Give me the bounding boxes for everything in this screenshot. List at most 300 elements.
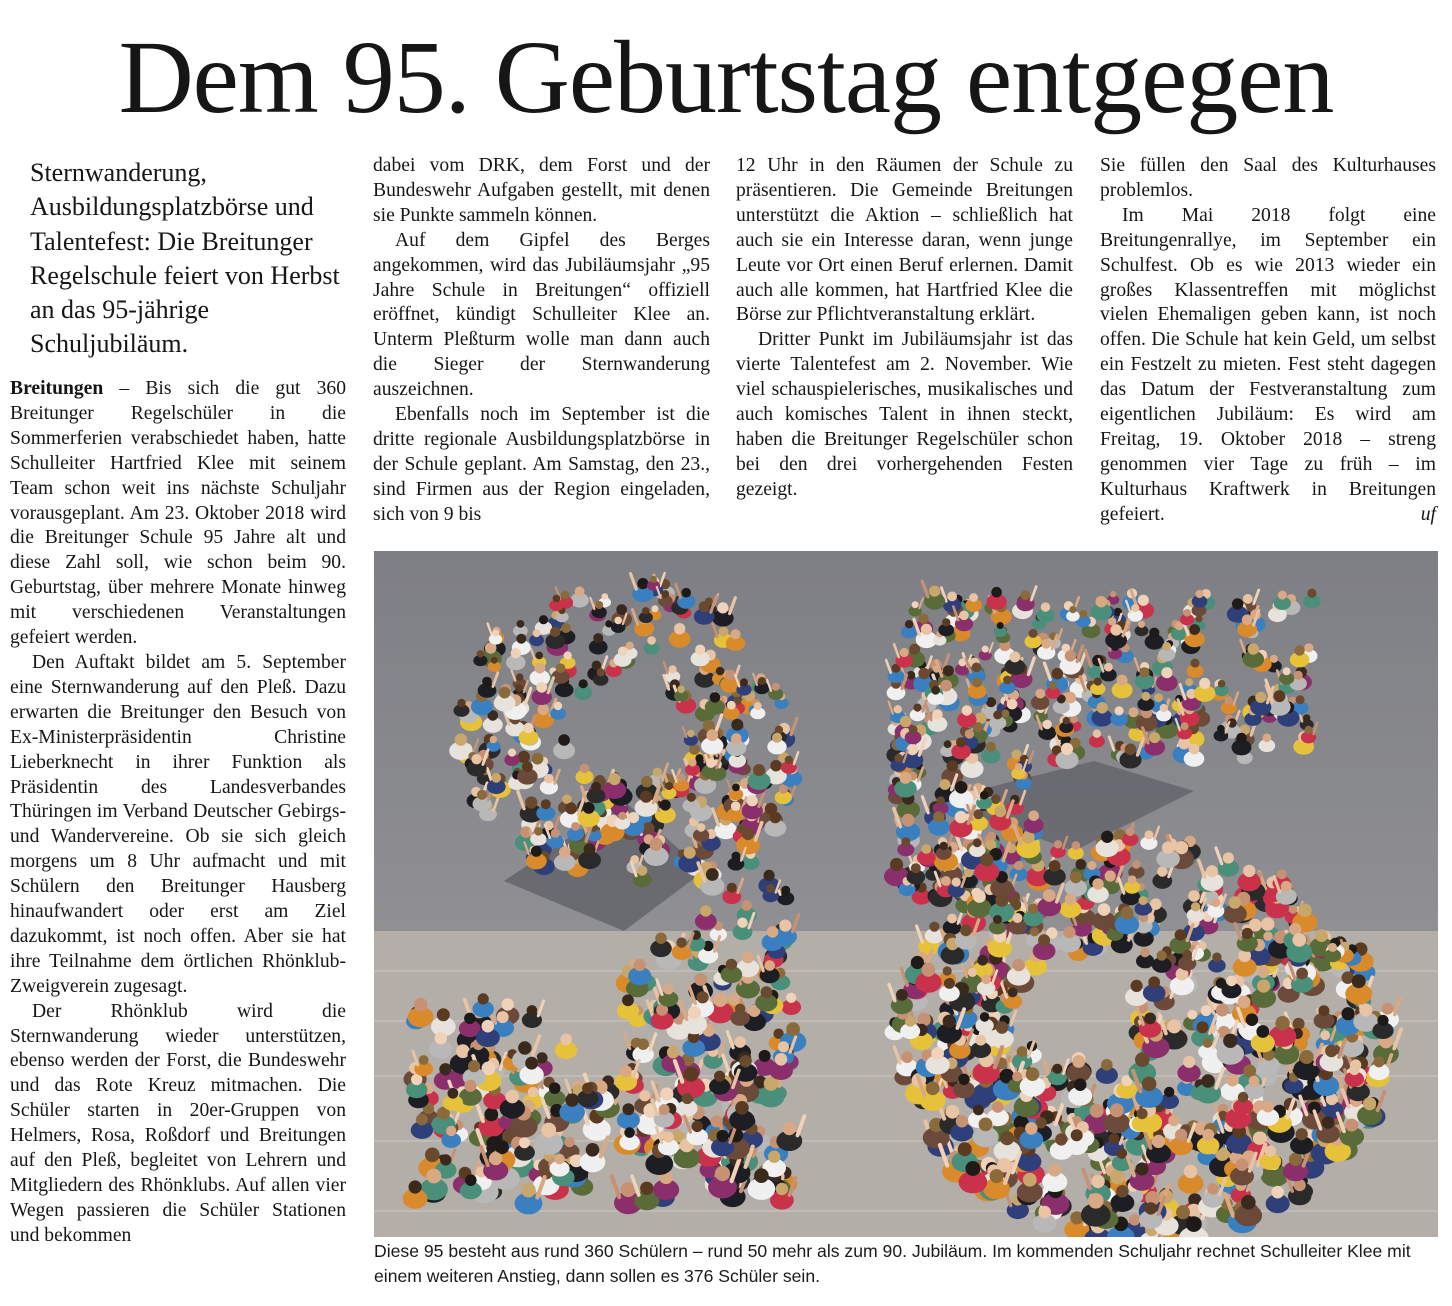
person-head [730, 629, 740, 639]
paragraph-text: – Bis sich die gut 360 Breitunger Regelschüler in die Sommerferien verabschiedet haben, hatte Schulleiter Hartfried Klee mit seinem Team schon weit ins nächste Schuljahr vorausgeplant. Am 23. Oktober 2018 wird die Breitunger Schule 95 Jahre alt und diese Zahl soll, wie schon beim 90. Geburtstag, über mehrere Monate hinweg mit verschiedenen Veranstaltungen gefeiert werden. [10, 378, 347, 649]
article-column-1 [10, 377, 346, 1249]
person-head [549, 1082, 561, 1094]
person-head [1072, 1055, 1085, 1068]
person-head [1223, 852, 1234, 863]
person-head [761, 986, 773, 998]
person-head [541, 799, 551, 809]
person-head [973, 890, 986, 903]
person-head [1183, 609, 1191, 617]
person-head [1246, 1013, 1259, 1026]
person-head [575, 587, 585, 597]
person-head [669, 665, 677, 673]
person-head [1028, 811, 1039, 822]
person-head [715, 1166, 730, 1181]
person-head [650, 576, 657, 583]
person-head [482, 1020, 495, 1033]
person-head [770, 812, 782, 824]
person-head [783, 1122, 797, 1136]
person-head [929, 922, 939, 932]
person-head [1063, 717, 1070, 724]
person-head [502, 998, 514, 1010]
person-head [962, 705, 972, 715]
person-head [655, 933, 666, 944]
person-head [1097, 702, 1108, 713]
person-head [1160, 704, 1168, 712]
person-head [584, 843, 596, 855]
person-head [1275, 1016, 1289, 1030]
person-head [1043, 889, 1056, 902]
person-head [586, 1143, 600, 1157]
person-head [1294, 671, 1303, 680]
person-head [1014, 861, 1023, 870]
person-head [1132, 860, 1141, 869]
person-head [766, 884, 775, 893]
person-head [979, 1118, 993, 1132]
person-head [1186, 1216, 1202, 1232]
person-head [1241, 1195, 1256, 1210]
person-head [409, 1180, 422, 1193]
person-head [741, 900, 752, 911]
person-head [1232, 598, 1243, 609]
person-head [528, 1087, 538, 1097]
person-head [965, 729, 974, 738]
person-head [471, 754, 481, 764]
person-head [739, 1055, 751, 1067]
person-head [1061, 743, 1073, 755]
person-head [758, 677, 766, 685]
person-head [591, 782, 601, 792]
person-head [482, 677, 492, 687]
person-head [492, 630, 499, 637]
person-head [786, 1022, 800, 1036]
person-head [896, 989, 908, 1001]
person-head [554, 1154, 565, 1165]
person-head [1149, 732, 1160, 743]
person-head [901, 837, 910, 846]
person-head [779, 920, 791, 932]
person-head [519, 1137, 530, 1148]
person-head [706, 729, 718, 741]
person-head [661, 590, 669, 598]
person-head [1167, 1019, 1181, 1033]
person-head [778, 1041, 789, 1052]
person-head [414, 998, 428, 1012]
photo-caption: Diese 95 besteht aus rund 360 Schülern – rund 50 mehr als zum 90. Jubiläum. Im kommenden Schuljahr rechnet Schulleiter Klee mit einem weiteren Anstieg, dann sollen es 376 Schüler sein. [374, 1241, 1411, 1286]
person-head [650, 838, 663, 851]
person-head [1135, 1052, 1150, 1067]
person-head [489, 1152, 502, 1165]
person-head [1236, 733, 1247, 744]
person-head [1345, 1119, 1358, 1132]
person-head [726, 959, 737, 970]
person-head [1110, 624, 1121, 635]
person-head [1162, 841, 1174, 853]
person-head [1349, 1065, 1359, 1075]
person-head [943, 966, 952, 975]
person-head [638, 1039, 649, 1050]
person-head [1041, 602, 1050, 611]
person-head [740, 678, 748, 686]
person-head [941, 876, 951, 886]
person-head [602, 593, 609, 600]
person-head [1087, 861, 1096, 870]
person-head [634, 959, 646, 971]
person-head [717, 602, 728, 613]
person-head [1015, 763, 1023, 771]
person-head [1120, 906, 1133, 919]
person-head [1352, 974, 1366, 988]
person-head [1263, 932, 1272, 941]
person-head [894, 754, 902, 762]
person-head [1216, 1004, 1229, 1017]
person-head [918, 613, 928, 623]
body-paragraph: Der Rhönklub wird die Sternwanderung wieder unterstützen, ebenso werden der Forst, die Bundeswehr und das Rote Kreuz mitmachen. Die Schüler starten in 20er-Gruppen von Helmers, Rosa, Roßdorf und Breitungen auf den Pleß, begleitet von Lehrern und Mitgliedern des Rhönklubs. Auf allen vier Wegen passieren die Schüler Stationen und bekommen [10, 1000, 346, 1246]
article-column-3 [736, 154, 1073, 503]
person-head [642, 822, 654, 834]
person-head [965, 1161, 980, 1176]
person-head [1090, 1104, 1104, 1118]
person-head [465, 1174, 477, 1186]
person-head [425, 1148, 440, 1163]
person-head [943, 1015, 956, 1028]
person-head [560, 1034, 572, 1046]
person-head [508, 749, 516, 757]
person-head [995, 894, 1008, 907]
person-head [944, 978, 955, 989]
person-head [1157, 866, 1167, 876]
person-head [660, 800, 671, 811]
person-head [1140, 948, 1150, 958]
person-head [772, 683, 780, 691]
person-head [1137, 1108, 1148, 1119]
person-head [732, 852, 741, 861]
person-head [713, 993, 727, 1007]
person-head [1098, 903, 1111, 916]
person-head [1168, 1115, 1179, 1126]
person-head [972, 663, 982, 673]
person-head [1197, 1021, 1209, 1033]
person-head [1115, 706, 1124, 715]
person-head [521, 1183, 536, 1198]
person-head [1092, 878, 1103, 889]
person-head [665, 782, 673, 790]
person-head [1318, 1005, 1329, 1016]
person-head [905, 620, 913, 628]
person-head [1038, 1206, 1051, 1219]
person-head [1072, 841, 1081, 850]
person-head [457, 699, 465, 707]
person-head [1296, 1128, 1308, 1140]
person-head [714, 1071, 725, 1082]
person-head [527, 1005, 538, 1016]
person-head [608, 773, 620, 785]
person-head [1105, 870, 1116, 881]
person-head [1359, 1003, 1372, 1016]
person-head [562, 794, 572, 804]
person-head [1289, 1153, 1302, 1166]
person-head [448, 1088, 459, 1099]
person-head [1012, 1072, 1022, 1082]
person-head [1043, 720, 1052, 729]
person-head [1243, 594, 1253, 604]
person-head [641, 776, 653, 788]
body-paragraph: Dritter Punkt im Jubiläumsjahr ist das vierte Talentefest am 2. November. Wie viel schauspielerisches, musikalisches und auch komisches Talent in ihnen steckt, haben die Breitunger Regelschüler schon bei den drei vorhergehenden Festen gezeigt. [736, 329, 1073, 500]
person-head [982, 646, 989, 653]
person-head [1117, 675, 1128, 686]
person-head [1148, 976, 1160, 988]
person-head [1125, 744, 1137, 756]
person-head [534, 663, 545, 674]
person-head [538, 704, 549, 715]
person-head [682, 1093, 693, 1104]
person-head [620, 1065, 632, 1077]
person-head [681, 588, 691, 598]
person-head [1001, 709, 1009, 717]
crowd-photo-illustration [374, 551, 1438, 1237]
person-head [918, 668, 929, 679]
person-head [786, 993, 796, 1003]
person-head [972, 678, 982, 688]
person-head [583, 802, 595, 814]
person-head [921, 844, 931, 854]
person-head [1017, 1046, 1028, 1057]
person-head [946, 1105, 960, 1119]
person-head [958, 1074, 969, 1085]
person-head [933, 811, 944, 822]
person-head [468, 1060, 480, 1072]
person-head [1007, 699, 1018, 710]
person-head [996, 1021, 1009, 1034]
person-head [697, 823, 706, 832]
person-head [663, 984, 674, 995]
person-head [565, 803, 577, 815]
author-signature: uf [1420, 503, 1436, 525]
person-head [1212, 953, 1221, 962]
person-head [1175, 929, 1186, 940]
person-head [1030, 927, 1039, 936]
person-head [753, 764, 765, 776]
lead-paragraph: Sternwanderung, Ausbildungsplatzbörse und Talentefest: Die Breitunger Regelschule feiert von Herbst an das 95-jährige Schuljubiläum. [30, 158, 340, 359]
person-head [1101, 831, 1113, 843]
person-head [684, 847, 696, 859]
person-head [490, 736, 497, 743]
person-head [495, 1140, 509, 1154]
person-head [506, 1090, 519, 1103]
person-head [1249, 1076, 1260, 1087]
person-head [1294, 645, 1304, 655]
person-head [541, 1123, 556, 1138]
person-head [695, 754, 703, 762]
person-head [618, 647, 627, 656]
person-head [993, 710, 1002, 719]
person-head [419, 1055, 429, 1065]
person-head [921, 624, 932, 635]
person-head [660, 1087, 673, 1100]
person-head [991, 587, 1002, 598]
person-head [742, 828, 755, 841]
person-head [947, 914, 957, 924]
person-head [1283, 667, 1291, 675]
person-head [561, 591, 569, 599]
person-head [582, 1083, 593, 1094]
person-head [1013, 913, 1023, 923]
person-head [1003, 676, 1012, 685]
person-head [1128, 875, 1137, 884]
person-head [719, 627, 729, 637]
person-head [622, 994, 634, 1006]
person-head [1296, 695, 1305, 704]
person-head [1304, 726, 1312, 734]
person-head [1139, 896, 1148, 905]
person-head [1315, 929, 1328, 942]
person-head [731, 801, 741, 811]
person-head [517, 620, 525, 628]
body-paragraph: Auf dem Gipfel des Berges angekommen, wird das Jubiläumsjahr „95 Jahre Schule in Breitungen“ offiziell eröffnet, kündigt Schulleiter Klee an. Unterm Pleßturm wolle man dann auch die Sieger der Sternwanderung auszeichnen. [373, 229, 710, 401]
person-head [980, 1012, 990, 1022]
person-head [484, 1108, 498, 1122]
person-head [674, 623, 685, 634]
person-head [1175, 841, 1188, 854]
person-head [1271, 1186, 1284, 1199]
person-head [1320, 1030, 1330, 1040]
person-head [525, 796, 537, 808]
person-head [1101, 1059, 1113, 1071]
person-head [1182, 950, 1192, 960]
person-head [1069, 606, 1076, 613]
person-head [1026, 1067, 1040, 1081]
person-head [1300, 1050, 1314, 1064]
person-head [732, 784, 740, 792]
person-head [1199, 678, 1210, 689]
person-head [622, 1103, 634, 1115]
person-head [556, 663, 566, 673]
person-head [902, 814, 915, 827]
person-head [759, 1050, 771, 1062]
person-head [1049, 860, 1061, 872]
person-head [614, 617, 622, 625]
person-head [1238, 996, 1251, 1009]
person-head [1292, 933, 1306, 947]
body-paragraph: dabei vom DRK, dem Forst und der Bundeswehr Aufgaben gestellt, mit denen sie Punkte sammeln können. [373, 155, 710, 226]
person-head [1191, 659, 1200, 668]
person-head [905, 1016, 916, 1027]
article-column-2 [373, 154, 710, 528]
person-head [947, 592, 957, 602]
person-head [647, 636, 656, 645]
person-head [1289, 905, 1298, 914]
person-head [571, 822, 580, 831]
person-head [464, 1013, 475, 1024]
person-head [973, 1105, 984, 1116]
person-head [1382, 1003, 1394, 1015]
person-head [1138, 621, 1145, 628]
person-head [539, 615, 548, 624]
person-head [977, 955, 988, 966]
person-head [550, 627, 560, 637]
person-head [642, 607, 649, 614]
person-head [637, 866, 647, 876]
person-head [1277, 870, 1287, 880]
person-head [993, 915, 1002, 924]
person-head [706, 758, 716, 768]
person-head [929, 586, 940, 597]
body-paragraph: Ebenfalls noch im September ist die dritte regionale Ausbildungsplatzbörse in der Schule geplant. Am Samstag, den 23., sind Firmen aus der Region eingeladen, sich von 9 bis [373, 404, 710, 525]
person-head [1202, 1129, 1214, 1141]
person-head [1144, 830, 1153, 839]
person-head [973, 809, 983, 819]
person-head [1278, 591, 1287, 600]
person-head [1054, 840, 1062, 848]
person-head [477, 650, 484, 657]
person-head [1074, 1078, 1087, 1091]
person-head [1065, 650, 1076, 661]
person-head [1138, 595, 1149, 606]
person-head [1243, 865, 1255, 877]
person-head [697, 991, 709, 1003]
person-head [973, 839, 982, 848]
article-column-4 [1100, 154, 1436, 528]
person-head [1161, 667, 1172, 678]
person-head [523, 723, 533, 733]
person-head [913, 704, 921, 712]
person-head [776, 1183, 788, 1195]
person-head [975, 1035, 986, 1046]
person-head [427, 1169, 442, 1184]
person-head [1145, 1202, 1157, 1214]
person-head [1229, 896, 1242, 909]
person-head [1303, 714, 1310, 721]
person-head [1021, 590, 1031, 600]
person-head [1226, 1074, 1239, 1087]
person-head [768, 1151, 780, 1163]
person-head [952, 878, 961, 887]
body-paragraph [10, 377, 346, 651]
person-head [1023, 1173, 1037, 1187]
person-head [1154, 693, 1163, 702]
person-head [477, 790, 487, 800]
person-head [947, 760, 959, 772]
person-head [1188, 890, 1200, 902]
person-head [1257, 980, 1270, 993]
person-head [1041, 639, 1051, 649]
person-head [980, 791, 989, 800]
person-head [532, 753, 544, 765]
person-head [1129, 707, 1139, 717]
person-head [522, 761, 533, 772]
person-head [640, 1182, 653, 1195]
person-head [446, 1126, 456, 1136]
person-head [1109, 1133, 1120, 1144]
person-head [1293, 1018, 1305, 1030]
body-paragraph: 12 Uhr in den Räumen der Schule zu präsentieren. Die Gemeinde Breitungen unterstützt die Aktion – schließlich hat auch sie ein Interesse daran, wenn junge Leute vor Ort einen Beruf erlernen. Damit auch alle kommen, hat Hartfried Klee die Börse zur Pflichtveranstaltung erklärt. [736, 155, 1073, 326]
person-head [1185, 678, 1193, 686]
person-head [1141, 692, 1150, 701]
person-head [955, 781, 968, 794]
person-head [1091, 1175, 1104, 1188]
person-head [1110, 1103, 1124, 1117]
person-head [478, 993, 489, 1004]
person-head [1008, 987, 1018, 997]
person-head [595, 601, 603, 609]
person-head [561, 623, 571, 633]
person-head [535, 652, 543, 660]
person-head [551, 829, 560, 838]
person-head [969, 593, 978, 602]
person-head [1191, 902, 1200, 911]
person-head [764, 960, 775, 971]
person-head [931, 1047, 944, 1060]
person-head [956, 1115, 968, 1127]
